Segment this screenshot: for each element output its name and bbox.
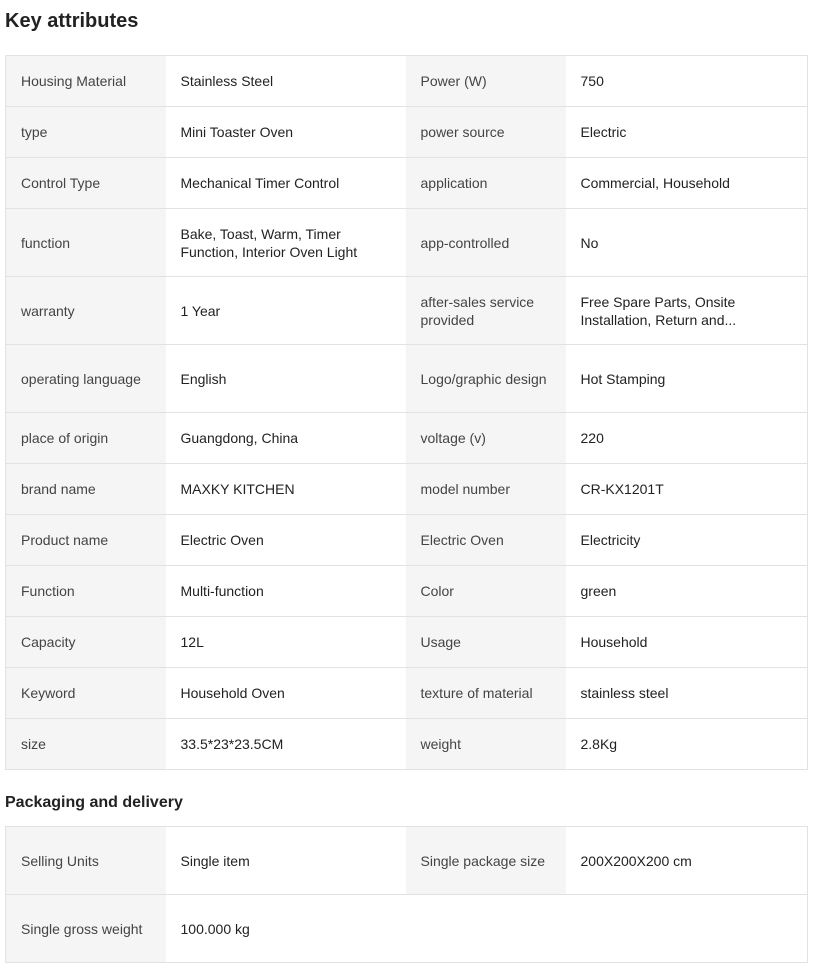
attribute-value: Guangdong, China	[166, 413, 406, 464]
key-attributes-table	[5, 55, 808, 770]
table-row	[6, 719, 808, 770]
attribute-value: 220	[566, 413, 808, 464]
attribute-value: Stainless Steel	[166, 56, 406, 107]
attribute-label: operating language	[6, 345, 166, 413]
attribute-value: Electric Oven	[166, 515, 406, 566]
attribute-value: Mechanical Timer Control	[166, 158, 406, 209]
key-attributes-title: Key attributes	[5, 10, 139, 32]
attribute-value: Electricity	[566, 515, 808, 566]
empty-cell	[406, 895, 566, 963]
attribute-label: size	[6, 719, 166, 770]
attribute-value: 750	[566, 56, 808, 107]
attribute-label: model number	[406, 464, 566, 515]
table-row	[6, 209, 808, 277]
attribute-value: Hot Stamping	[566, 345, 808, 413]
empty-cell	[566, 895, 808, 963]
attribute-label: Single package size	[406, 827, 566, 895]
attribute-label: after-sales service provided	[406, 277, 566, 345]
attribute-value: Commercial, Household	[566, 158, 808, 209]
attribute-label: weight	[406, 719, 566, 770]
table-row	[6, 345, 808, 413]
attribute-label: Power (W)	[406, 56, 566, 107]
table-row	[6, 413, 808, 464]
attribute-label: Control Type	[6, 158, 166, 209]
table-row	[6, 617, 808, 668]
attribute-label: type	[6, 107, 166, 158]
attribute-value: 100.000 kg	[166, 895, 406, 963]
table-row	[6, 277, 808, 345]
attribute-label: Product name	[6, 515, 166, 566]
packaging-delivery-table	[5, 826, 808, 963]
attribute-value: Household Oven	[166, 668, 406, 719]
table-row	[6, 668, 808, 719]
attribute-label: texture of material	[406, 668, 566, 719]
attribute-label: function	[6, 209, 166, 277]
table-row	[6, 158, 808, 209]
table-row	[6, 515, 808, 566]
table-row	[6, 464, 808, 515]
attribute-value: Mini Toaster Oven	[166, 107, 406, 158]
attribute-label: Usage	[406, 617, 566, 668]
attribute-label: Single gross weight	[6, 895, 166, 963]
attribute-value: green	[566, 566, 808, 617]
attribute-value: Multi-function	[166, 566, 406, 617]
attribute-label: voltage (v)	[406, 413, 566, 464]
attribute-value: 12L	[166, 617, 406, 668]
attribute-value: 2.8Kg	[566, 719, 808, 770]
attribute-value: Free Spare Parts, Onsite Installation, Return and...	[566, 277, 808, 345]
attribute-label: Capacity	[6, 617, 166, 668]
packaging-delivery-title: Packaging and delivery	[5, 794, 183, 811]
attribute-value: No	[566, 209, 808, 277]
table-row	[6, 895, 808, 963]
attribute-value: Single item	[166, 827, 406, 895]
table-row	[6, 56, 808, 107]
attribute-value: 200X200X200 cm	[566, 827, 808, 895]
attribute-value: Electric	[566, 107, 808, 158]
attribute-label: brand name	[6, 464, 166, 515]
attribute-value: 33.5*23*23.5CM	[166, 719, 406, 770]
table-row	[6, 107, 808, 158]
attribute-value: Household	[566, 617, 808, 668]
table-row	[6, 827, 808, 895]
attribute-value: Bake, Toast, Warm, Timer Function, Interior Oven Light	[166, 209, 406, 277]
attribute-label: app-controlled	[406, 209, 566, 277]
attribute-label: Color	[406, 566, 566, 617]
attribute-label: Keyword	[6, 668, 166, 719]
attribute-value: MAXKY KITCHEN	[166, 464, 406, 515]
attribute-value: English	[166, 345, 406, 413]
attribute-label: Selling Units	[6, 827, 166, 895]
attribute-value: stainless steel	[566, 668, 808, 719]
attribute-value: 1 Year	[166, 277, 406, 345]
attribute-label: Electric Oven	[406, 515, 566, 566]
attribute-label: Function	[6, 566, 166, 617]
attribute-value: CR-KX1201T	[566, 464, 808, 515]
attribute-label: Housing Material	[6, 56, 166, 107]
table-row	[6, 566, 808, 617]
attribute-label: warranty	[6, 277, 166, 345]
attribute-label: application	[406, 158, 566, 209]
attribute-label: Logo/graphic design	[406, 345, 566, 413]
attribute-label: place of origin	[6, 413, 166, 464]
attribute-label: power source	[406, 107, 566, 158]
